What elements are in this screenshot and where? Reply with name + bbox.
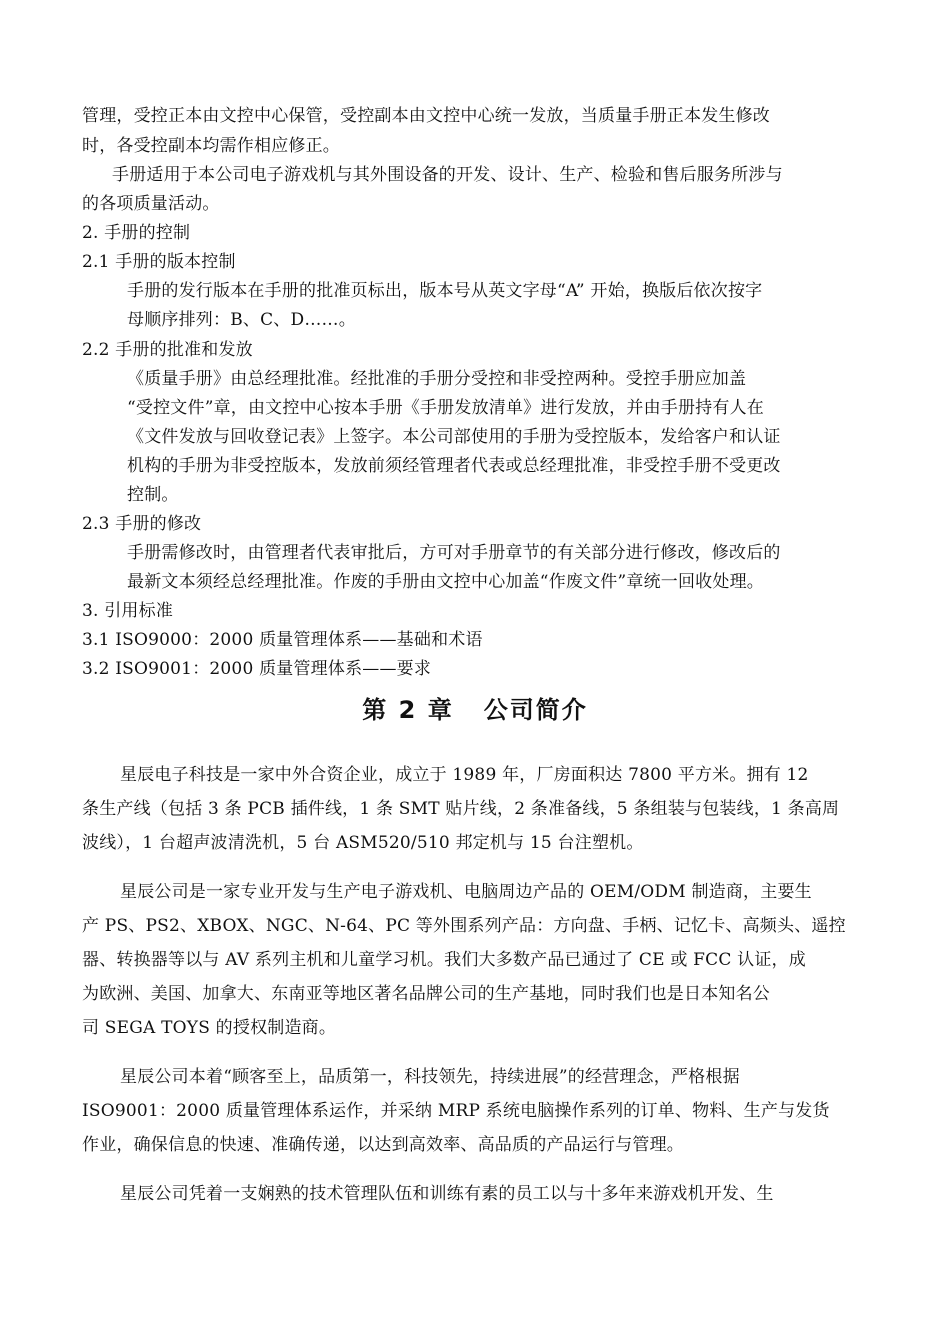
body-text-line: 手册的发行版本在手册的批准页标出，版本号从英文字母“A” 开始，换版后依次按字 [127, 281, 763, 301]
body-text-line: 手册需修改时，由管理者代表审批后，方可对手册章节的有关部分进行修改，修改后的 [127, 543, 781, 563]
body-text-line: 《文件发放与回收登记表》上签字。本公司部使用的手册为受控版本，发给客户和认证 [127, 427, 781, 447]
body-text-line: 产 PS、PS2、XBOX、NGC、N-64、PC 等外围系列产品：方向盘、手柄、记忆卡、高频头、遥控 [82, 916, 846, 936]
body-text-line: 司 SEGA TOYS 的授权制造商。 [82, 1018, 337, 1038]
body-text-line: 《质量手册》由总经理批准。经批准的手册分受控和非受控两种。受控手册应加盖 [127, 369, 747, 389]
body-text-line: 星辰电子科技是一家中外合资企业，成立于 1989 年，厂房面积达 7800 平方米。拥有 12 [120, 765, 809, 785]
body-text-line: 星辰公司凭着一支娴熟的技术管理队伍和训练有素的员工以与十多年来游戏机开发、生 [120, 1184, 774, 1204]
body-text-line: 管理，受控正本由文控中心保管，受控副本由文控中心统一发放，当质量手册正本发生修改 [82, 106, 770, 126]
body-text-line: “受控文件”章，由文控中心按本手册《手册发放清单》进行发放，并由手册持有人在 [127, 398, 764, 418]
body-text-line: 条生产线（包括 3 条 PCB 插件线，1 条 SMT 贴片线，2 条准备线，5 条组装与包装线，1 条高周 [82, 799, 840, 819]
chapter-number: 第 2 章 [362, 696, 454, 724]
body-text-line: 最新文本须经总经理批准。作废的手册由文控中心加盖“作废文件”章统一回收处理。 [127, 572, 764, 592]
reference-item: 3.2 ISO9001：2000 质量管理体系——要求 [82, 659, 432, 679]
body-text-line: 作业，确保信息的快速、准确传递，以达到高效率、高品质的产品运行与管理。 [82, 1135, 684, 1155]
subsection-heading: 2.3 手册的修改 [82, 514, 202, 534]
reference-item: 3.1 ISO9000：2000 质量管理体系——基础和术语 [82, 630, 483, 650]
body-text-line: 为欧洲、美国、加拿大、东南亚等地区著名品牌公司的生产基地，同时我们也是日本知名公 [82, 984, 770, 1004]
body-text-line: 星辰公司本着“顾客至上，品质第一，科技领先，持续进展”的经营理念，严格根据 [120, 1067, 740, 1087]
chapter-title: 公司简介 [483, 696, 588, 724]
body-text-line: 母顺序排列：B、C、D……。 [127, 310, 356, 330]
body-text-line: 时，各受控副本均需作相应修正。 [82, 136, 340, 156]
body-text-line: 星辰公司是一家专业开发与生产电子游戏机、电脑周边产品的 OEM/ODM 制造商，主要生 [120, 882, 812, 902]
body-text-line: 波线），1 台超声波清洗机，5 台 ASM520/510 邦定机与 15 台注塑机。 [82, 833, 644, 853]
subsection-heading: 2.2 手册的批准和发放 [82, 340, 253, 360]
body-text-line: 控制。 [127, 485, 179, 505]
subsection-heading: 2.1 手册的版本控制 [82, 252, 236, 272]
section-heading: 2. 手册的控制 [82, 223, 191, 243]
body-text-line: 的各项质量活动。 [82, 194, 220, 214]
chapter-heading [0, 694, 950, 726]
body-text-line: ISO9001：2000 质量管理体系运作，并采纳 MRP 系统电脑操作系列的订单、物料、生产与发货 [82, 1101, 830, 1121]
body-text-line: 器、转换器等以与 AV 系列主机和儿童学习机。我们大多数产品已通过了 CE 或 FCC 认证，成 [82, 950, 806, 970]
body-text-line: 机构的手册为非受控版本，发放前须经管理者代表或总经理批准，非受控手册不受更改 [127, 456, 781, 476]
body-text-line: 手册适用于本公司电子游戏机与其外围设备的开发、设计、生产、检验和售后服务所涉与 [112, 165, 783, 185]
section-heading: 3. 引用标准 [82, 601, 174, 621]
